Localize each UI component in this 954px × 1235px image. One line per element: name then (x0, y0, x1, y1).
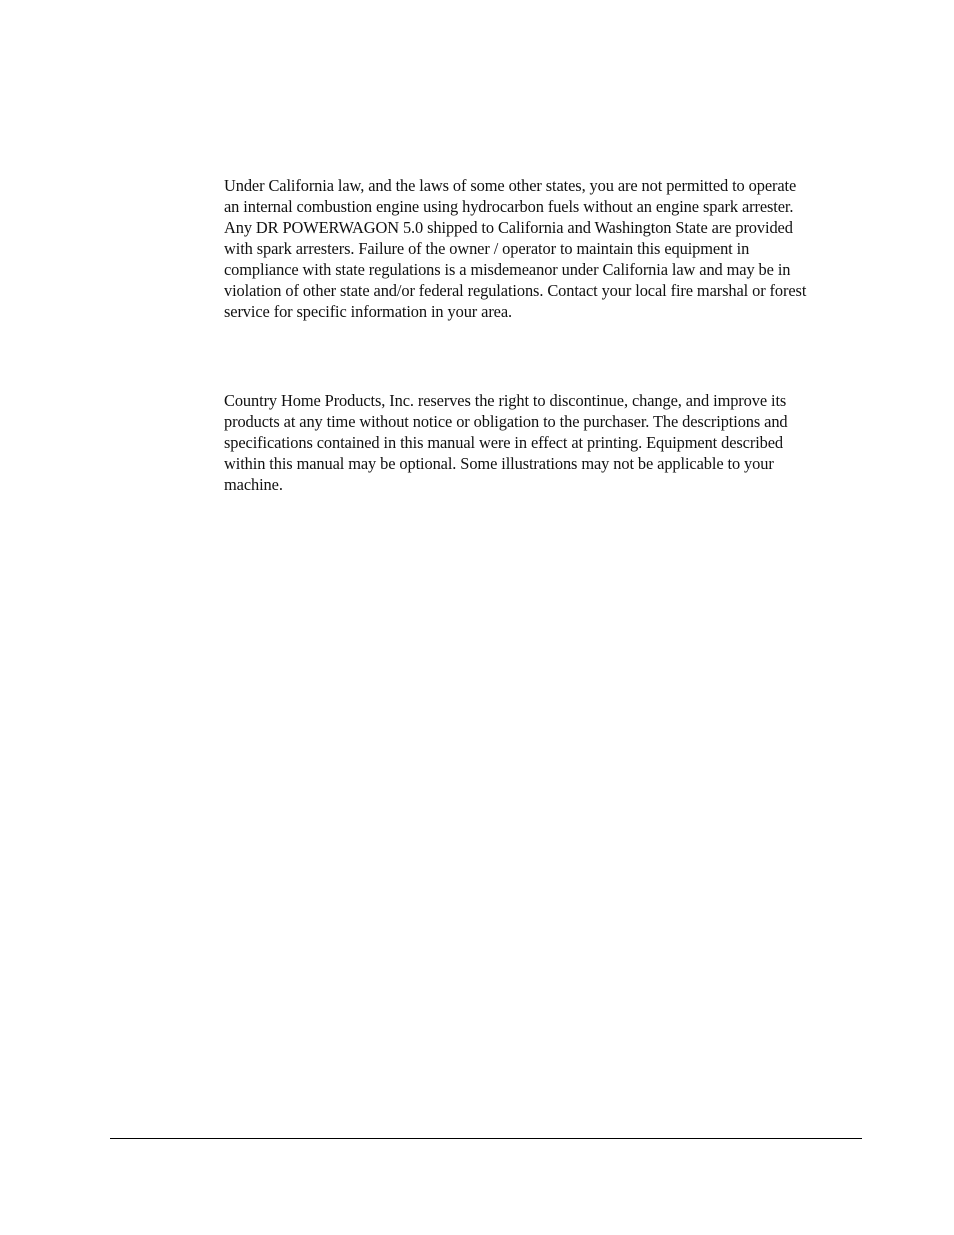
spark-arrester-paragraph (224, 175, 864, 322)
footer-divider (110, 1138, 862, 1139)
paragraph-line: service for specific information in your area. (224, 302, 513, 321)
paragraph-line: an internal combustion engine using hydrocarbon fuels without an engine spark arrester. (224, 197, 794, 216)
paragraph-line: Under California law, and the laws of some other states, you are not permitted to operate (224, 176, 797, 195)
paragraph-line: specifications contained in this manual were in effect at printing. Equipment described (224, 433, 784, 452)
paragraph-line: machine. (224, 475, 283, 494)
paragraph-line: violation of other state and/or federal regulations. Contact your local fire marshal or forest (224, 281, 807, 300)
paragraph-line: Country Home Products, Inc. reserves the right to discontinue, change, and improve its (224, 391, 787, 410)
paragraph-line: compliance with state regulations is a misdemeanor under California law and may be in (224, 260, 791, 279)
rights-reserved-paragraph (224, 390, 864, 495)
paragraph-line: with spark arresters. Failure of the owner / operator to maintain this equipment in (224, 239, 750, 258)
paragraph-line: within this manual may be optional. Some illustrations may not be applicable to your (224, 454, 774, 473)
paragraph-line: Any DR POWERWAGON 5.0 shipped to California and Washington State are provided (224, 218, 793, 237)
paragraph-line: products at any time without notice or obligation to the purchaser. The descriptions and (224, 412, 788, 431)
